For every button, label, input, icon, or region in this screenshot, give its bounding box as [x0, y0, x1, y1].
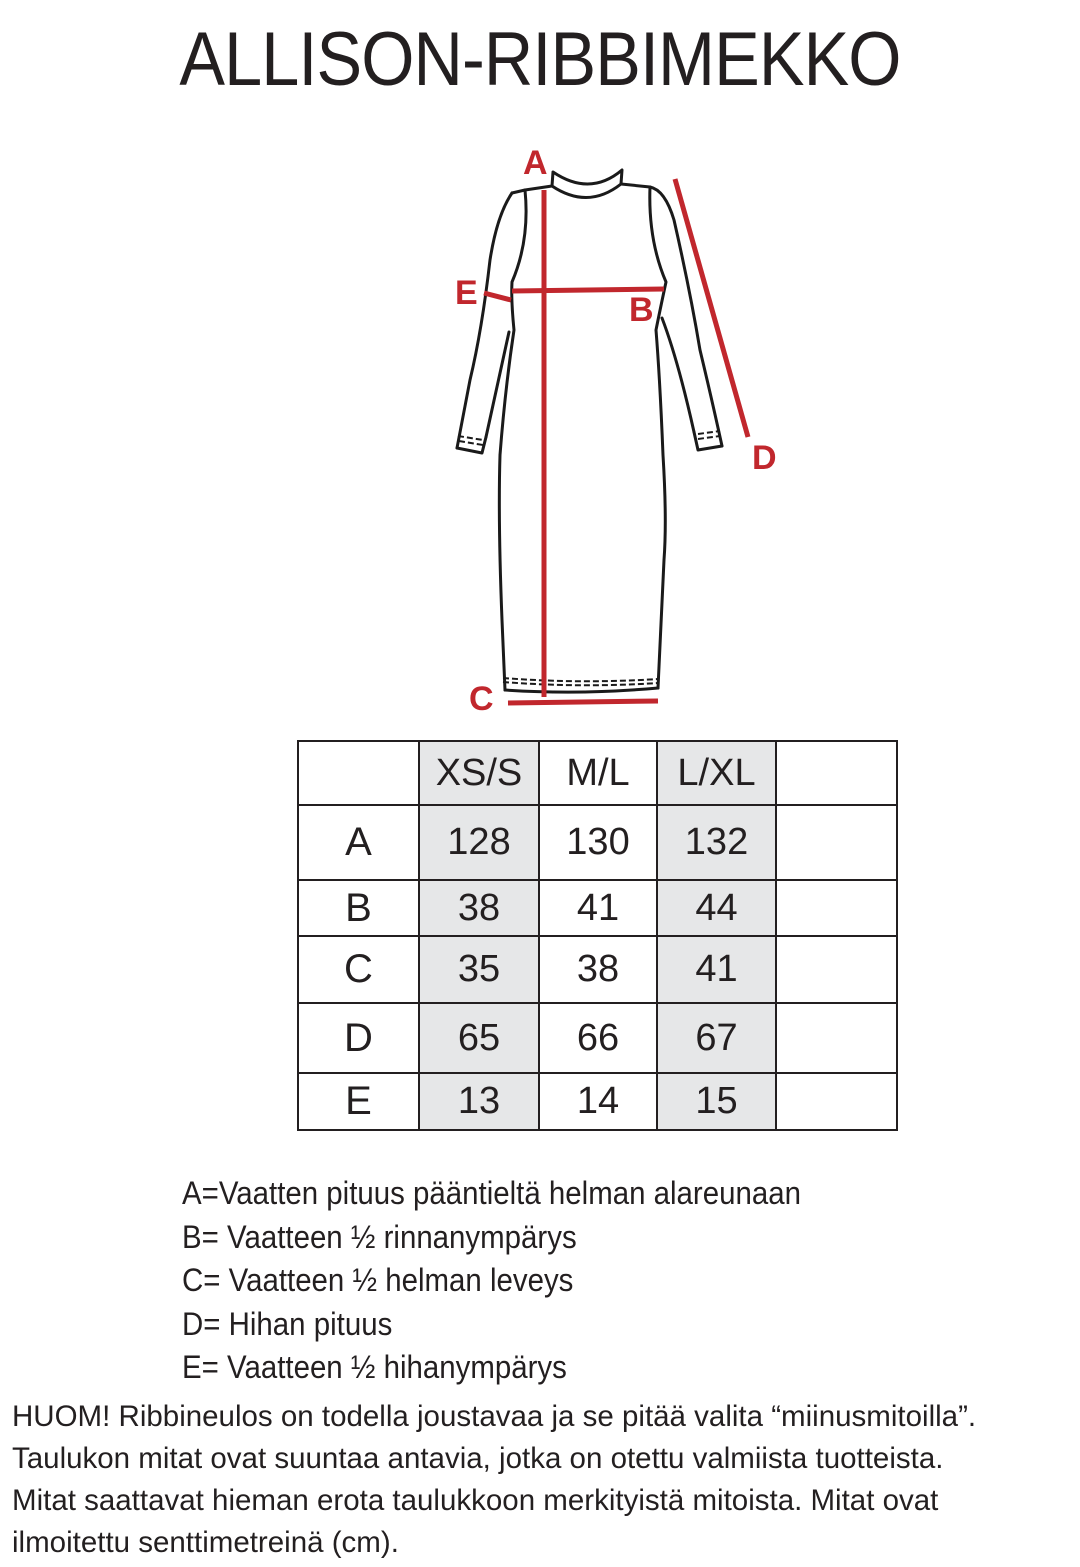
legend-item-b: B= Vaatteen ½ rinnanympärys [182, 1218, 577, 1255]
measurement-lines-icon [484, 179, 748, 703]
cell-value [776, 880, 897, 936]
header-cell-blank [776, 741, 897, 805]
table-header-row [298, 741, 897, 805]
cell-value: 132 [657, 805, 776, 880]
cell-value: 41 [657, 936, 776, 1003]
cell-value [776, 1073, 897, 1130]
note-line: HUOM! Ribbineulos on todella joustavaa ja se pitää valita “miinusmitoilla”. [12, 1400, 977, 1433]
cell-value: 67 [657, 1003, 776, 1073]
cell-value: 66 [539, 1003, 657, 1073]
header-cell-empty [298, 741, 419, 805]
cell-value [776, 805, 897, 880]
size-table [297, 740, 898, 1131]
stitch-lines-icon [458, 431, 720, 685]
cell-value: 38 [539, 936, 657, 1003]
dress-diagram [0, 0, 1080, 730]
cell-value: 130 [539, 805, 657, 880]
header-cell-xs-s: XS/S [419, 741, 539, 805]
cell-value: 44 [657, 880, 776, 936]
table-row [298, 805, 897, 880]
note-line: Mitat saattavat hieman erota taulukkoon merkityistä mitoista. Mitat ovat [12, 1484, 939, 1517]
table-row [298, 1073, 897, 1130]
note-line: Taulukon mitat ovat suuntaa antavia, jotka on otettu valmiista tuotteista. [12, 1442, 944, 1475]
page-title: ALLISON-RIBBIMEKKO [179, 17, 901, 102]
cell-value: 65 [419, 1003, 539, 1073]
cell-value [776, 1003, 897, 1073]
cell-value: 128 [419, 805, 539, 880]
row-label: C [298, 936, 419, 1003]
cell-value: 41 [539, 880, 657, 936]
row-label: D [298, 1003, 419, 1073]
label-a: A [523, 144, 548, 182]
table-row [298, 936, 897, 1003]
label-b: B [629, 291, 654, 329]
legend-item-e: E= Vaatteen ½ hihanympärys [182, 1349, 567, 1385]
measure-c-line [508, 701, 658, 703]
label-e: E [455, 274, 478, 312]
cell-value: 15 [657, 1073, 776, 1130]
row-label: B [298, 880, 419, 936]
row-label: E [298, 1073, 419, 1130]
cell-value: 38 [419, 880, 539, 936]
cell-value: 14 [539, 1073, 657, 1130]
measurement-legend [182, 1172, 855, 1390]
cell-value: 13 [419, 1073, 539, 1130]
dress-outline-icon [457, 170, 722, 692]
measure-e-line [484, 293, 511, 300]
cell-value: 35 [419, 936, 539, 1003]
label-c: C [469, 680, 494, 718]
table-row [298, 880, 897, 936]
legend-item-c: C= Vaatteen ½ helman leveys [182, 1262, 574, 1298]
header-cell-m-l: M/L [539, 741, 657, 805]
note-line: ilmoitettu senttimetreinä (cm). [12, 1526, 399, 1559]
legend-item-d: D= Hihan pituus [182, 1305, 393, 1342]
cell-value [776, 936, 897, 1003]
row-label: A [298, 805, 419, 880]
sizing-note [12, 1396, 1076, 1564]
legend-item-a: A=Vaatten pituus pääntieltä helman alareunaan [182, 1175, 801, 1211]
label-d: D [752, 439, 777, 477]
header-cell-l-xl: L/XL [657, 741, 776, 805]
table-row [298, 1003, 897, 1073]
